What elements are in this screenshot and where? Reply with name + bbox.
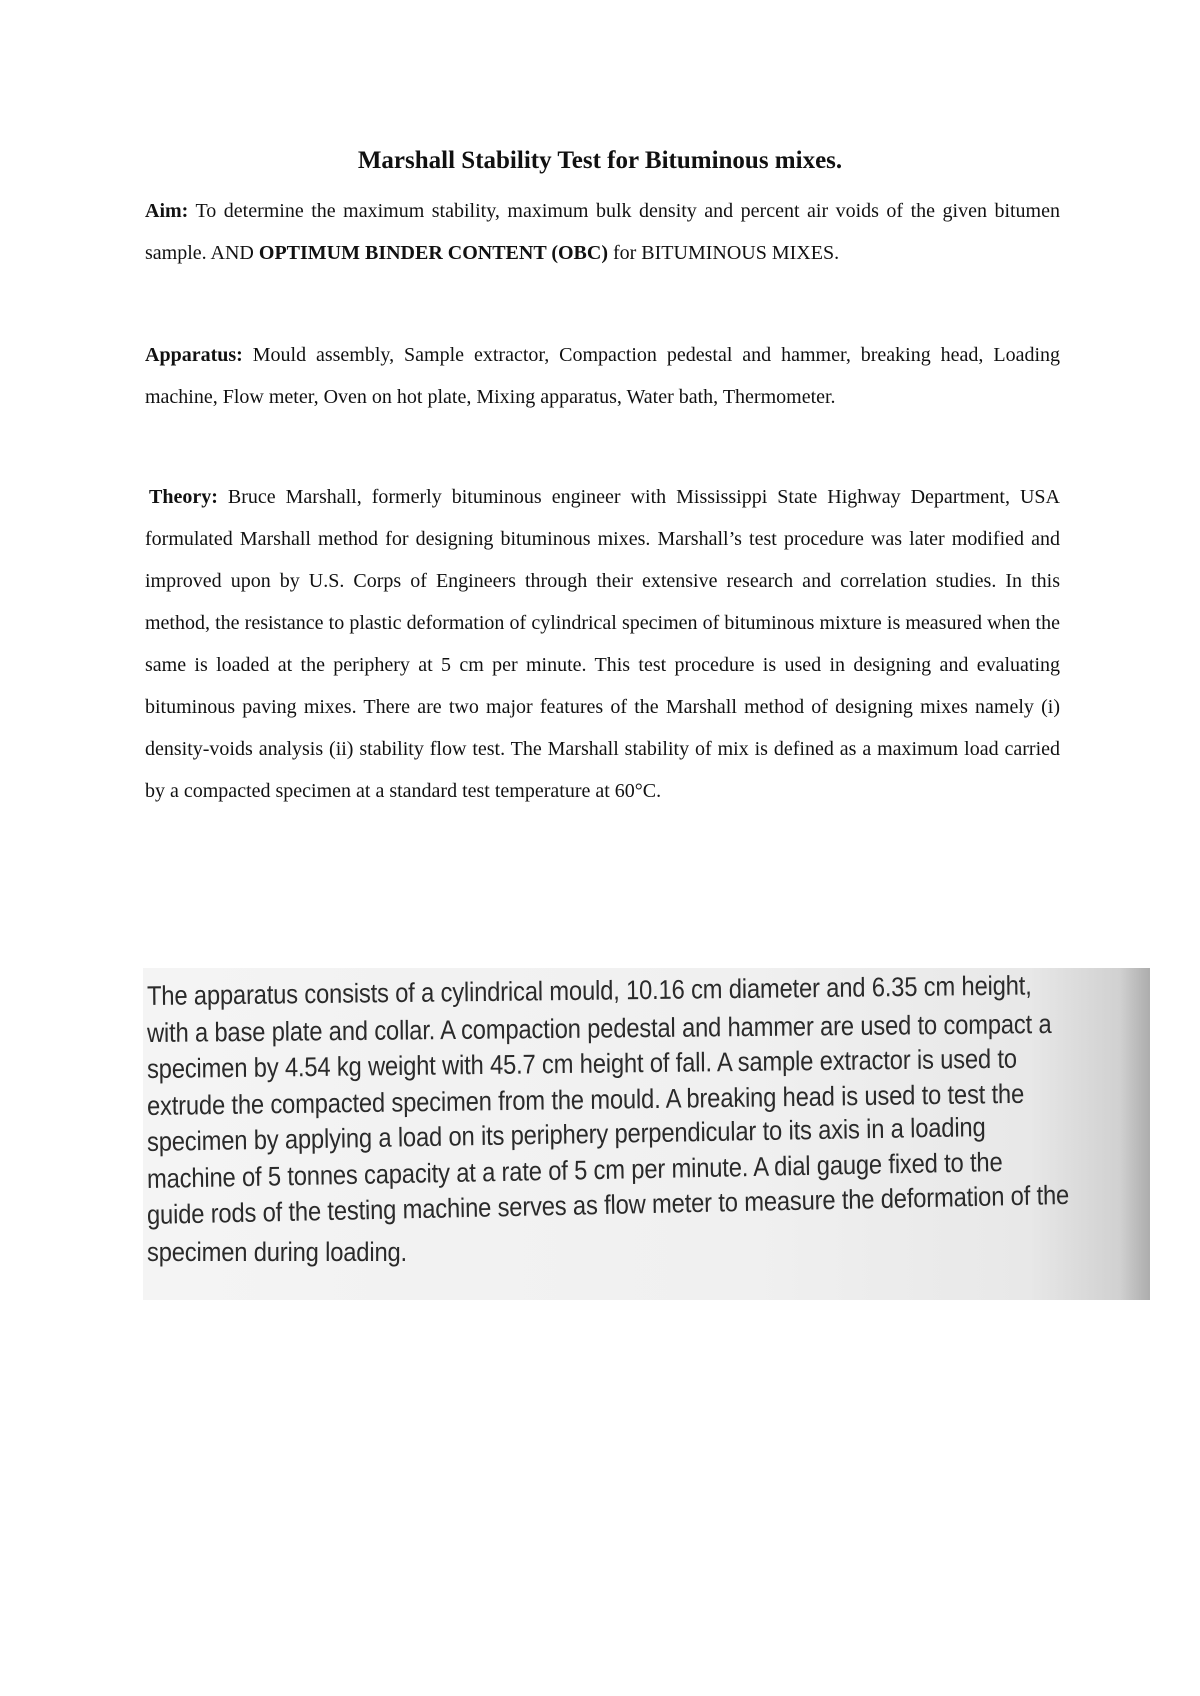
aim-text-part-2: for BITUMINOUS MIXES. (607, 242, 840, 264)
aim-paragraph (145, 190, 1060, 274)
apparatus-label: Apparatus: (145, 344, 243, 366)
aim-emphasis: OPTIMUM BINDER CONTENT (OBC) (258, 242, 608, 264)
document-title: Marshall Stability Test for Bituminous mixes. (357, 147, 843, 174)
theory-paragraph (145, 476, 1060, 812)
scanned-line: machine of 5 tonnes capacity at a rate of 5 cm per minute. A dial gauge fixed to the (146, 1146, 1003, 1194)
scanned-line: specimen by applying a load on its periphery perpendicular to its axis in a loading (146, 1112, 986, 1157)
scanned-line: specimen by 4.54 kg weight with 45.7 cm height of fall. A sample extractor is used to (146, 1043, 1017, 1084)
scan-shadow-edge (1120, 968, 1150, 1300)
scanned-line: extrude the compacted specimen from the mould. A breaking head is used to test the (146, 1078, 1025, 1121)
scanned-line: The apparatus consists of a cylindrical mould, 10.16 cm diameter and 6.35 cm height, (146, 970, 1032, 1011)
scanned-line: specimen during loading. (147, 1236, 407, 1267)
scanned-line: guide rods of the testing machine serves as flow meter to measure the deformation of the (146, 1179, 1070, 1230)
theory-text: Bruce Marshall, formerly bituminous engineer with Mississippi State Highway Department, USA formulated Marshall method for designing bituminous mixes. Marshall’s test procedure was later modified and improved upon by U.S. Corps of Engineers through their extensive research and correlation studies. In this method, the resistance to plastic deformation of cylindrical specimen of bituminous mixture is measured when the same is loaded at the periphery at 5 cm per minute. This test procedure is used in designing and evaluating bituminous paving mixes. There are two major features of the Marshall method of designing mixes namely (i) density-voids analysis (ii) stability flow test. The Marshall stability of mix is defined as a maximum load carried by a compacted specimen at a standard test temperature at 60°C. (145, 486, 1060, 802)
scanned-line: with a base plate and collar. A compaction pedestal and hammer are used to compact a (146, 1008, 1052, 1048)
aim-label: Aim: (145, 200, 189, 222)
apparatus-text: Mould assembly, Sample extractor, Compaction pedestal and hammer, breaking head, Loading machine, Flow meter, Oven on hot plate, Mixing apparatus, Water bath, Thermometer. (145, 344, 1060, 408)
theory-label: Theory: (149, 486, 218, 508)
scanned-excerpt-text (146, 970, 1070, 1270)
apparatus-paragraph (145, 334, 1060, 418)
scanned-excerpt-image (143, 968, 1150, 1300)
aim-text-part-1: To determine the maximum stability, maximum bulk density and percent air voids of the given bitumen sample. AND (145, 200, 1060, 264)
